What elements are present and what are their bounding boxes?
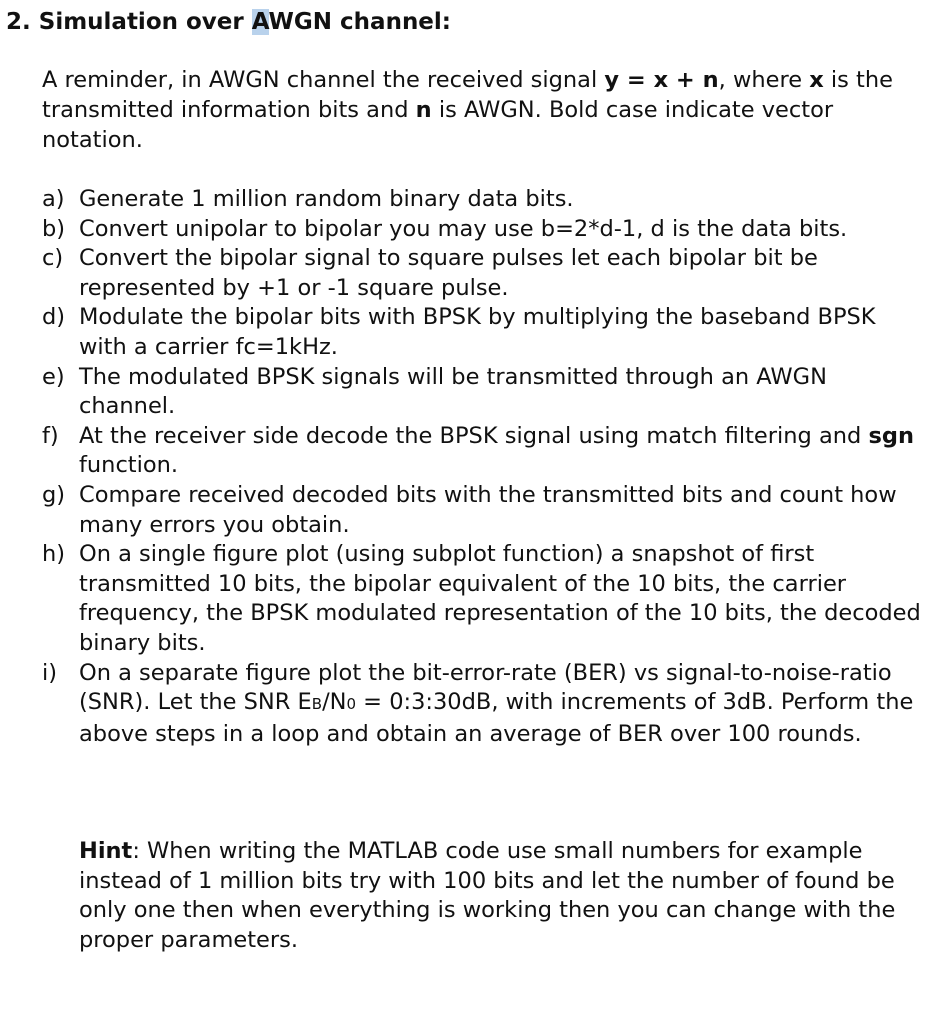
subscript-0: 0 [346,695,357,714]
task-item-c [42,244,922,303]
item-text: Modulate the bipolar bits with BPSK by multiplying the baseband BPSK with a carrier fc=1kHz. [79,304,876,360]
task-item-b [42,215,922,245]
intro-paragraph [42,65,922,155]
item-text: On a separate figure plot the bit-error-rate (BER) vs signal-to-noise-ratio (SNR). Let the SNR E [79,659,892,716]
item-text: Generate 1 million random binary data bits. [79,186,574,212]
item-text: Convert the bipolar signal to square pulses let each bipolar bit be represented by +1 or -1 square pulse. [79,245,818,301]
vector-x: x [809,67,824,93]
intro-text: is the transmitted information bits and [42,67,893,123]
vector-n: n [702,67,719,93]
task-item-h [42,540,922,658]
vector-x: x [653,67,669,93]
item-marker: c) [42,245,64,272]
item-text: The modulated BPSK signals will be transmitted through an AWGN channel. [79,363,827,420]
item-marker: g) [42,481,66,508]
intro-text: A reminder, in AWGN channel the received signal [42,67,605,93]
item-marker: a) [42,186,65,212]
intro-equals: = [619,67,654,93]
intro-plus: + [668,67,703,93]
hint-text: : When writing the MATLAB code use small numbers for example instead of 1 million bits try with 100 bits and let the number of found be only one then when everything is working then you can change with the proper parameters. [79,838,896,953]
sgn-keyword: sgn [868,422,914,449]
heading-prefix: 2. Simulation over [6,9,252,35]
item-text: function. [79,452,179,479]
item-marker: e) [42,363,65,390]
vector-y: y [604,67,620,93]
hint-label: Hint [79,838,133,864]
task-item-f [42,422,922,481]
intro-text: , where [718,67,810,93]
item-text: = 0:3:30dB, with increments of 3dB. Perform the above steps in a loop and obtain an average of BER over 100 rounds. [79,689,914,747]
item-text: Compare received decoded bits with the transmitted bits and count how many errors you obtain. [79,481,897,538]
task-item-e [42,363,922,422]
item-text: At the receiver side decode the BPSK signal using match filtering and [79,422,869,449]
section-heading [6,6,451,38]
item-text: Convert unipolar to bipolar you may use b=2*d-1, d is the data bits. [79,215,848,242]
task-item-i [42,659,922,750]
item-marker: b) [42,215,66,242]
item-marker: d) [42,304,66,331]
hint-paragraph [79,837,924,955]
heading-highlighted-letter: A [251,9,269,35]
task-item-d [42,303,922,362]
item-marker: i) [42,659,58,686]
item-marker: f) [42,422,59,449]
item-text: On a single figure plot (using subplot function) a snapshot of first transmitted 10 bits, the bipolar equivalent of the 10 bits, the carrier frequency, the BPSK modulated representation of the 10 bits, the decoded binary bits. [79,541,921,656]
vector-n: n [415,97,432,123]
item-text: /N [322,689,347,716]
task-item-g [42,481,922,540]
subscript-b: B [311,695,323,714]
intro-text: is AWGN. Bold case indicate vector notation. [42,97,834,153]
task-item-a [42,185,922,215]
heading-suffix: WGN channel: [268,9,451,35]
item-marker: h) [42,541,66,568]
task-list [42,185,922,749]
